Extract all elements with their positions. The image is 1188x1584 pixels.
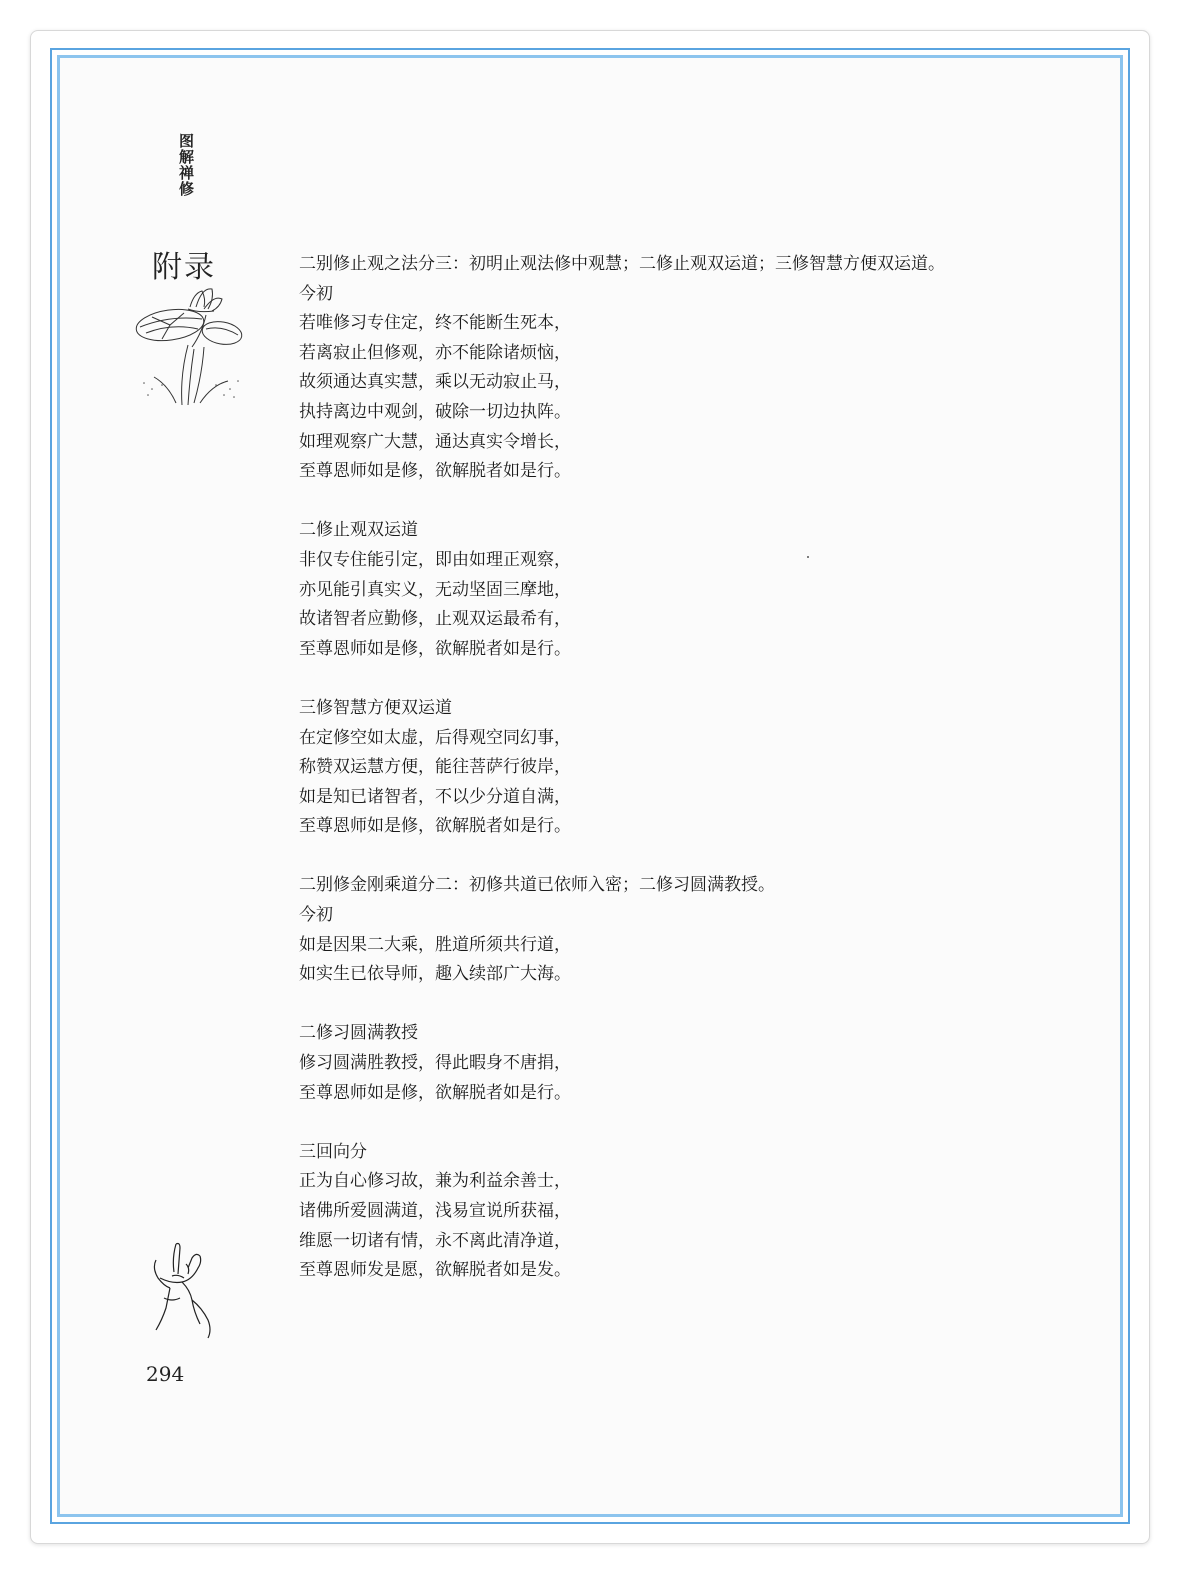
side-title: 图解禅修 xyxy=(177,133,195,197)
page-number: 294 xyxy=(146,1362,185,1386)
verse-line: 正为自心修习故，兼为利益余善士， xyxy=(299,1171,571,1192)
verse-line: 亦见能引真实义，无动坚固三摩地， xyxy=(299,579,571,600)
verse-line: 在定修空如太虚，后得观空同幻事， xyxy=(299,727,571,748)
subheading: 今初 xyxy=(299,905,333,926)
section-heading: 二别修金刚乘道分二：初修共道已依师入密；二修习圆满教授。 xyxy=(299,875,775,896)
verse-line: 至尊恩师发是愿，欲解脱者如是发。 xyxy=(299,1260,571,1281)
section-2 xyxy=(299,516,1059,664)
verse-line: 如是因果二大乘，胜道所须共行道， xyxy=(299,934,571,955)
verse-line: 至尊恩师如是修，欲解脱者如是行。 xyxy=(299,638,571,659)
appendix-label: 附录 xyxy=(152,250,216,285)
section-heading: 二别修止观之法分三：初明止观法修中观慧；二修止观双运道；三修智慧方便双运道。 xyxy=(299,254,945,274)
verse-line: 称赞双运慧方便，能往菩萨行彼岸， xyxy=(299,757,571,778)
verse-line: 执持离边中观剑，破除一切边执阵。 xyxy=(299,401,571,422)
section-heading: 三回向分 xyxy=(299,1141,367,1162)
subheading: 今初 xyxy=(299,283,333,304)
verse-line: 诸佛所爱圆满道，浅易宣说所获福， xyxy=(299,1201,571,1221)
mudra-hand-illustration xyxy=(146,1238,218,1340)
stray-dot xyxy=(807,556,809,558)
section-heading: 二修习圆满教授 xyxy=(299,1023,418,1044)
verse-line: 至尊恩师如是修，欲解脱者如是行。 xyxy=(299,461,571,482)
lotus-illustration xyxy=(132,285,248,405)
verse-line: 至尊恩师如是修，欲解脱者如是行。 xyxy=(299,816,571,837)
section-1 xyxy=(299,250,1059,487)
verse-line: 故诸智者应勤修，止观双运最希有， xyxy=(299,609,571,630)
section-4 xyxy=(299,871,1059,989)
verse-line: 修习圆满胜教授，得此暇身不唐捐， xyxy=(299,1053,571,1074)
verse-line: 故须通达真实慧，乘以无动寂止马， xyxy=(299,372,571,393)
verse-line: 如是知已诸智者，不以少分道自满， xyxy=(299,786,571,807)
section-heading: 三修智慧方便双运道 xyxy=(299,697,452,718)
section-3 xyxy=(299,694,1059,842)
text-body xyxy=(299,250,1059,1286)
section-heading: 二修止观双运道 xyxy=(299,520,418,541)
verse-line: 至尊恩师如是修，欲解脱者如是行。 xyxy=(299,1082,571,1103)
verse-line: 如理观察广大慧，通达真实令增长， xyxy=(299,431,571,452)
verse-line: 若唯修习专住定，终不能断生死本， xyxy=(299,313,571,334)
verse-line: 如实生已依导师，趣入续部广大海。 xyxy=(299,964,571,985)
verse-line: 维愿一切诸有情，永不离此清净道， xyxy=(299,1230,571,1251)
section-5 xyxy=(299,1019,1059,1108)
verse-line: 若离寂止但修观，亦不能除诸烦恼， xyxy=(299,342,571,363)
section-6 xyxy=(299,1138,1059,1286)
verse-line: 非仅专住能引定，即由如理正观察， xyxy=(299,549,571,570)
